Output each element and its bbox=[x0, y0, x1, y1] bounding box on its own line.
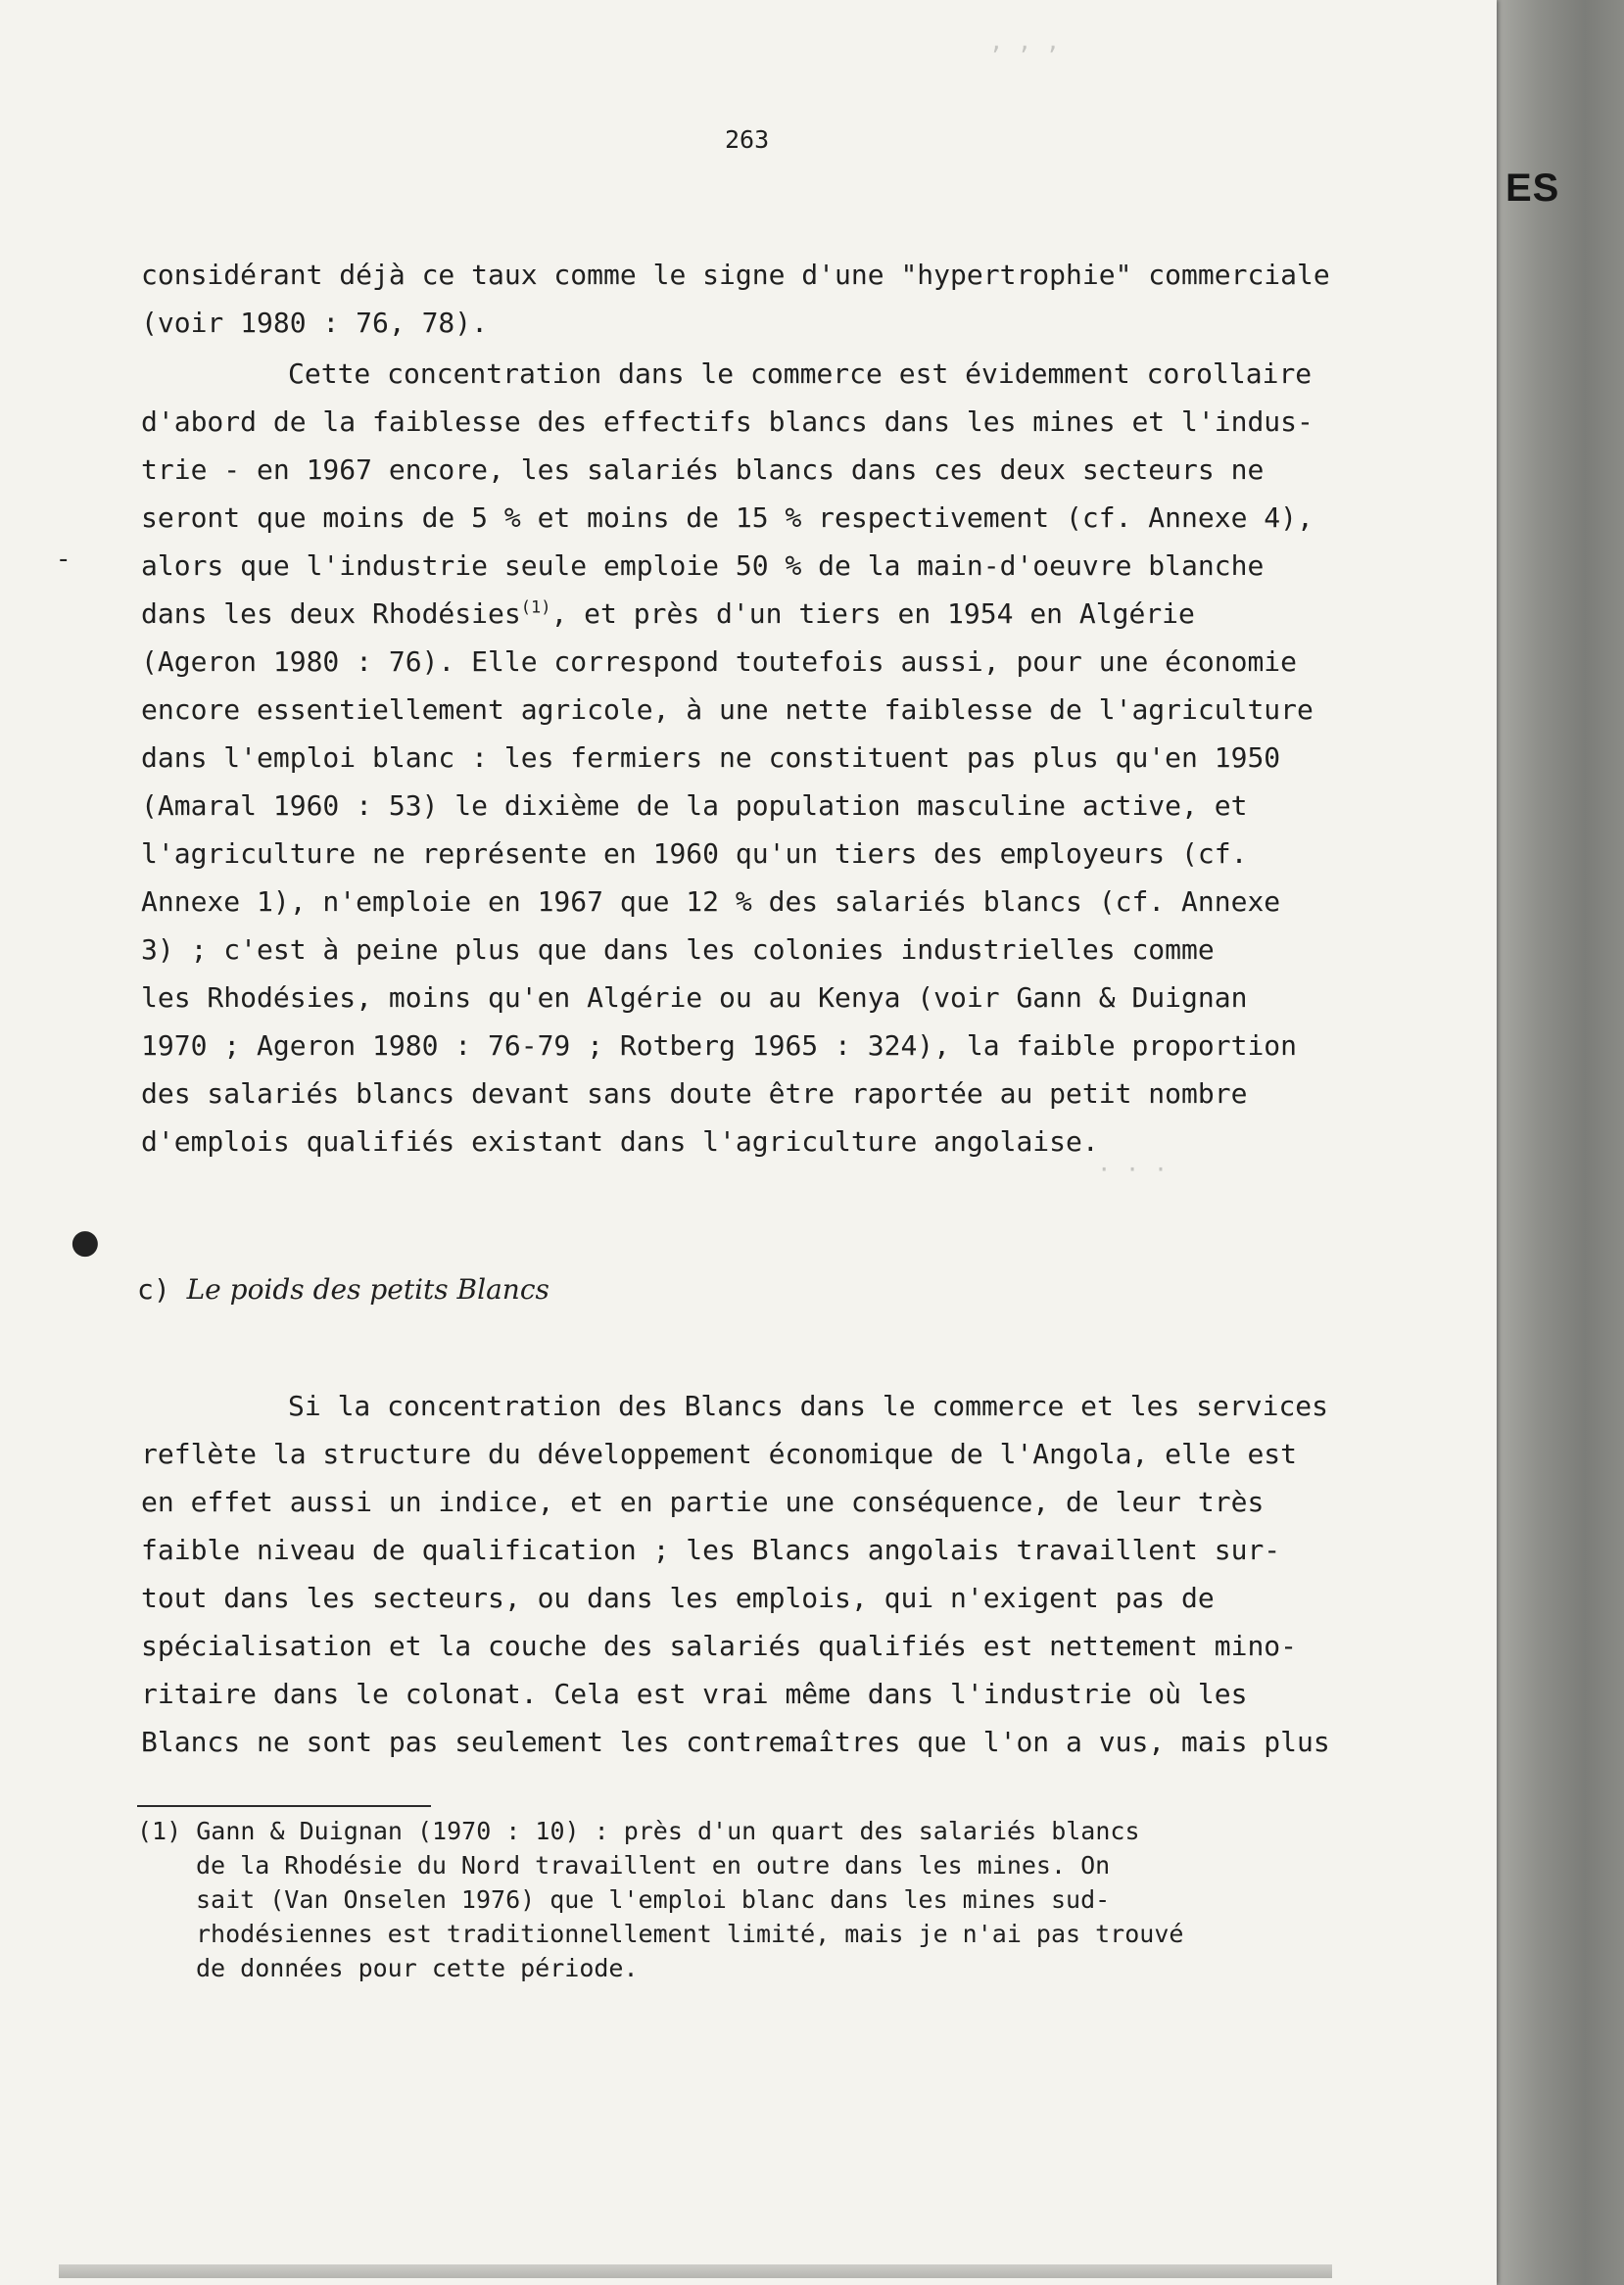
text-line: (voir 1980 : 76, 78). bbox=[141, 307, 489, 339]
section-number: c) bbox=[137, 1273, 170, 1306]
adjacent-page-edge bbox=[1494, 0, 1624, 2285]
text-line: (Amaral 1960 : 53) le dixième de la population masculine active, et bbox=[141, 789, 1248, 822]
text-line: l'agriculture ne représente en 1960 qu'un tiers des employeurs (cf. bbox=[141, 837, 1248, 870]
footnote-line bbox=[137, 1814, 1313, 1848]
footnote-line: sait (Van Onselen 1976) que l'emploi blanc dans les mines sud- bbox=[196, 1885, 1111, 1914]
text-line: considérant déjà ce taux comme le signe d'une "hypertrophie" commerciale bbox=[141, 259, 1330, 291]
footnote-line: de la Rhodésie du Nord travaillent en outre dans les mines. On bbox=[196, 1851, 1111, 1880]
paragraph-2 bbox=[141, 350, 1326, 1166]
text-line: reflète la structure du développement économique de l'Angola, elle est bbox=[141, 1438, 1298, 1470]
text-line: (Ageron 1980 : 76). Elle correspond toutefois aussi, pour une économie bbox=[141, 645, 1298, 678]
paragraph-1 bbox=[141, 251, 1330, 347]
text-line: d'emplois qualifiés existant dans l'agriculture angolaise. bbox=[141, 1125, 1099, 1158]
footnote bbox=[137, 1814, 1313, 1985]
text-line: des salariés blancs devant sans doute être raportée au petit nombre bbox=[141, 1077, 1248, 1110]
text-line: d'abord de la faiblesse des effectifs blancs dans les mines et l'indus- bbox=[141, 405, 1314, 438]
footnote-line: rhodésiennes est traditionnellement limité, mais je n'ai pas trouvé bbox=[196, 1920, 1184, 1948]
text-line: seront que moins de 5 % et moins de 15 % respectivement (cf. Annexe 4), bbox=[141, 501, 1314, 534]
adjacent-page-label: ES bbox=[1505, 167, 1560, 210]
text-line: Annexe 1), n'emploie en 1967 que 12 % des salariés blancs (cf. Annexe bbox=[141, 885, 1281, 918]
bleed-through: · · · bbox=[1097, 1156, 1169, 1183]
paragraph-3 bbox=[141, 1382, 1330, 1766]
text-line: encore essentiellement agricole, à une nette faiblesse de l'agriculture bbox=[141, 693, 1314, 726]
footnote-separator bbox=[137, 1805, 431, 1807]
text-fragment: dans les deux Rhodésies bbox=[141, 597, 521, 630]
text-line: trie - en 1967 encore, les salariés blancs dans ces deux secteurs ne bbox=[141, 453, 1265, 486]
section-heading bbox=[137, 1273, 549, 1306]
text-line: Cette concentration dans le commerce est évidemment corollaire bbox=[288, 357, 1313, 390]
margin-mark: - bbox=[59, 545, 69, 574]
text-line: Blancs ne sont pas seulement les contremaîtres que l'on a vus, mais plus bbox=[141, 1726, 1330, 1758]
text-line: faible niveau de qualification ; les Blancs angolais travaillent sur- bbox=[141, 1534, 1281, 1566]
text-line: Si la concentration des Blancs dans le commerce et les services bbox=[288, 1390, 1329, 1422]
footnote-line: de données pour cette période. bbox=[196, 1954, 639, 1982]
text-fragment: , et près d'un tiers en 1954 en Algérie bbox=[550, 597, 1195, 630]
footnote-marker: (1) bbox=[137, 1817, 182, 1845]
text-line: dans l'emploi blanc : les fermiers ne constituent pas plus qu'en 1950 bbox=[141, 741, 1281, 774]
text-line: tout dans les secteurs, ou dans les emplois, qui n'exigent pas de bbox=[141, 1582, 1215, 1614]
footnote-text: Gann & Duignan (1970 : 10) : près d'un quart des salariés blancs bbox=[196, 1817, 1140, 1845]
text-line: alors que l'industrie seule emploie 50 % de la main-d'oeuvre blanche bbox=[141, 549, 1265, 582]
text-line: 1970 ; Ageron 1980 : 76-79 ; Rotberg 1965 : 324), la faible proportion bbox=[141, 1029, 1298, 1062]
footnote-reference: (1) bbox=[520, 597, 551, 618]
text-line-with-footnote-ref bbox=[141, 590, 1326, 638]
page-number: 263 bbox=[725, 125, 770, 154]
section-title: Le poids des petits Blancs bbox=[186, 1273, 549, 1306]
text-line: en effet aussi un indice, et en partie une conséquence, de leur très bbox=[141, 1486, 1265, 1518]
text-line: ritaire dans le colonat. Cela est vrai même dans l'industrie où les bbox=[141, 1678, 1248, 1710]
margin-ink-mark: ● bbox=[71, 1222, 100, 1262]
scan-edge bbox=[59, 2264, 1332, 2278]
text-line: 3) ; c'est à peine plus que dans les colonies industrielles comme bbox=[141, 933, 1215, 966]
text-line: spécialisation et la couche des salariés qualifiés est nettement mino- bbox=[141, 1630, 1298, 1662]
text-line: les Rhodésies, moins qu'en Algérie ou au Kenya (voir Gann & Duignan bbox=[141, 981, 1248, 1014]
bleed-through: , , , bbox=[989, 27, 1061, 55]
